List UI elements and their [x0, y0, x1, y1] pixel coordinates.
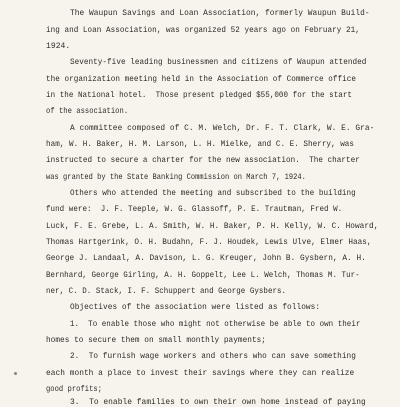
paragraph-1-line-1: The Waupun Savings and Loan Association, formerly Waupun Build- — [70, 9, 370, 18]
objective-2-line-2: each month a place to invest their savings where they can realize — [46, 369, 355, 378]
paragraph-3-line-2: ham, W. H. Baker, H. M. Larson, L. H. Mielke, and C. E. Sherry, was — [46, 140, 355, 149]
paragraph-4-line-3: Luck, F. E. Grebe, L. A. Smith, W. H. Baker, P. H. Kelly, W. C. Howard, — [46, 222, 379, 231]
paragraph-3-line-3: instructed to secure a charter for the new association. The charter — [46, 156, 360, 165]
paragraph-2-line-2: the organization meeting held in the Association of Commerce office — [46, 75, 357, 84]
paragraph-4-line-6: Bernhard, George Girling, A. H. Goppelt, Lee L. Welch, Thomas M. Tur- — [46, 271, 360, 280]
paragraph-3-line-1: A committee composed of C. M. Welch, Dr. F. T. Clark, W. E. Gra- — [70, 124, 375, 133]
paragraph-1-line-2: ing and Loan Association, was organized 52 years ago on February 21, — [46, 26, 360, 35]
paragraph-2-line-1: Seventy-five leading businessmen and citizens of Waupun attended — [70, 58, 367, 67]
paragraph-4-line-4: Thomas Hartgerink, O. H. Budahn, F. J. Houdek, Lewis Ulve, Elmer Haas, — [46, 238, 372, 247]
paragraph-2-line-3: in the National hotel. Those present pledged $55,000 for the start — [46, 91, 353, 100]
objective-1-line-2: homes to secure them on small monthly payments; — [46, 336, 266, 345]
paragraph-3-line-4: was granted by the State Banking Commission on March 7, 1924. — [46, 173, 306, 182]
objectives-heading: Objectives of the association were listed as follows: — [70, 303, 321, 312]
objective-2-line-1: 2. To furnish wage workers and others who can save something — [70, 352, 356, 361]
paragraph-4-line-5: George J. Landaal, A. Davison, L. G. Kreuger, John B. Gysbern, A. H. — [46, 254, 366, 263]
objective-1-line-1: 1. To enable those who might not otherwise be able to own their — [70, 320, 361, 329]
margin-punch-mark — [14, 372, 17, 375]
paragraph-4-line-1: Others who attended the meeting and subscribed to the building — [70, 189, 356, 198]
paragraph-4-line-7: ner, C. D. Stack, I. F. Schuppert and George Gysbers. — [46, 287, 287, 296]
paragraph-4-line-2: fund were: J. F. Teeple, W. G. Glassoff, P. E. Trautman, Fred W. — [46, 205, 343, 214]
paragraph-1-line-3: 1924. — [46, 42, 71, 51]
objective-3-line-1: 3. To enable families to own their own home instead of paying — [70, 398, 366, 407]
paragraph-2-line-4: of the association. — [46, 107, 129, 116]
objective-2-line-3: good profits; — [46, 385, 103, 394]
